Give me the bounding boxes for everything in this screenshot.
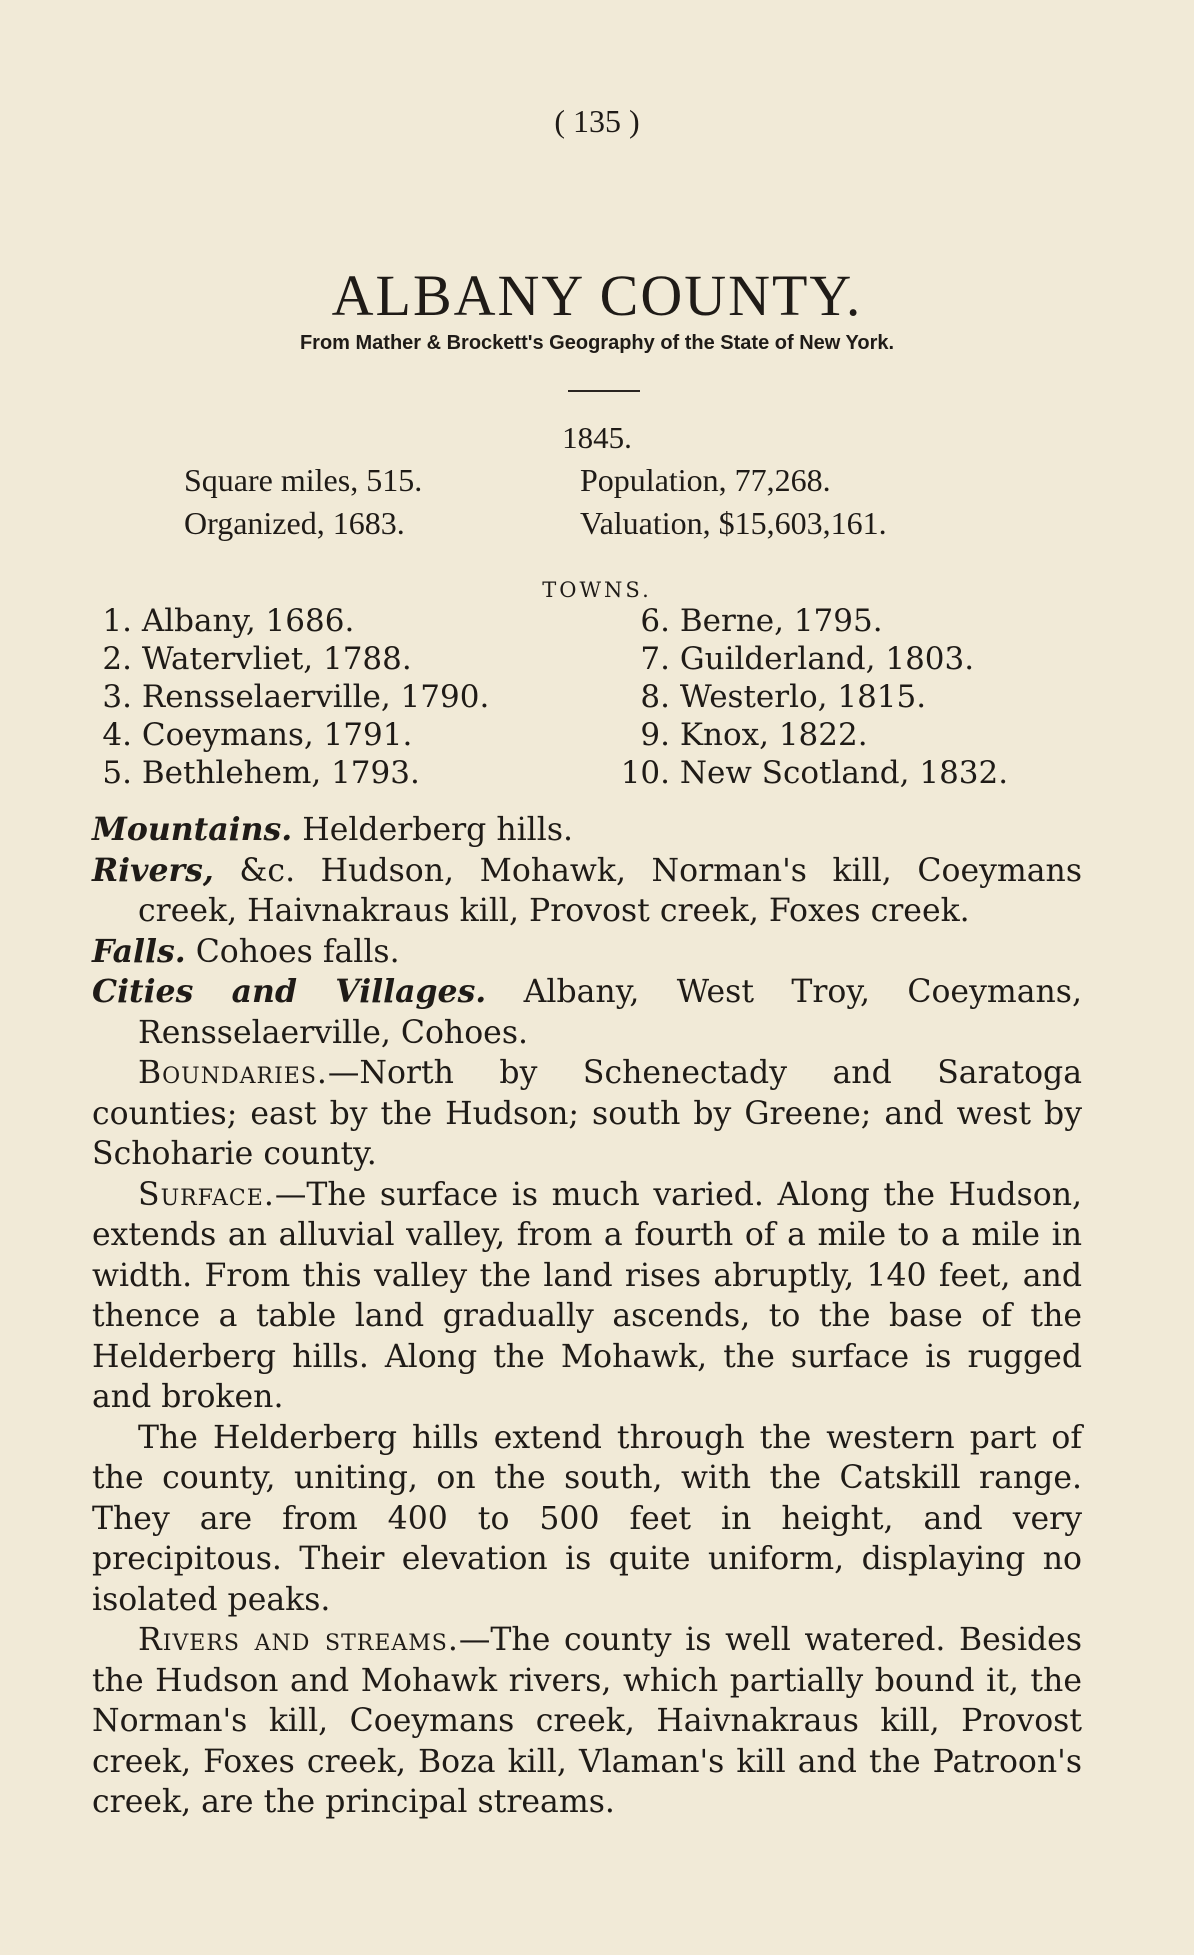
list-item: 9. Knox, 1822. <box>640 717 868 753</box>
stat-organized: Organized, 1683. <box>184 505 405 541</box>
falls-label: Falls. <box>92 932 186 970</box>
helderberg-paragraph: The Helderberg hills extend through the western part of the county, uniting, on the south, with the Catskill range. They are from 400 to 500 feet in height, and very precipitous. Their elevation is quite uniform, displaying no isolated peaks. <box>92 1419 1082 1618</box>
surface-paragraph: Surface.—The surface is much varied. Along the Hudson, extends an alluvial valley, from a fourth of a mile to a mile in width. From this valley the land rises abruptly, 140 feet, and thence a table land gradually ascends, to the base of the Helderberg hills. Along the Mohawk, the surface is rugged and broken. <box>92 1176 1082 1415</box>
boundaries-label: Boundaries. <box>138 1055 328 1091</box>
boundaries-paragraph: Boundaries.—North by Schenectady and Saratoga counties; east by the Hudson; south by Greene; and west by Schoharie county. <box>92 1055 1082 1172</box>
list-item: 6. Berne, 1795. <box>640 603 883 639</box>
stat-population: Population, 77,268. <box>580 462 831 498</box>
list-item: 7. Guilderland, 1803. <box>640 641 975 677</box>
mountains-label: Mountains. <box>92 811 293 848</box>
list-item: 4. Coeymans, 1791. <box>102 717 413 753</box>
rivers-streams-paragraph: Rivers and streams.—The county is well watered. Besides the Hudson and Mohawk rivers, which partially bound it, the Norman's kill, Coeymans creek, Haivnakraus kill, Provost creek, Foxes creek, Boza kill, Vlaman's kill and the Patroon's creek, are the principal streams. <box>92 1622 1082 1820</box>
cities-label: Cities and Villages. <box>92 973 487 1010</box>
list-item: 3. Rensselaerville, 1790. <box>102 679 490 715</box>
stat-valuation: Valuation, $15,603,161. <box>580 505 887 541</box>
rivers-entry: Rivers, &c. Hudson, Mohawk, Norman's kill, Coeymans creek, Haivnakraus kill, Provost creek, Foxes creek. <box>92 851 1082 929</box>
stat-square-miles: Square miles, 515. <box>184 462 423 498</box>
source-line: From Mather & Brockett's Geography of the State of New York. <box>299 332 895 354</box>
surface-label: Surface. <box>138 1176 275 1213</box>
body-text <box>92 810 1082 1823</box>
towns-heading: TOWNS. <box>542 578 652 602</box>
list-item: 1. Albany, 1686. <box>102 603 355 639</box>
falls-entry: Falls. Cohoes falls. <box>92 932 400 970</box>
page-number: ( 135 ) <box>554 103 640 139</box>
rivers-label: Rivers, <box>92 851 214 889</box>
list-item: 2. Watervliet, 1788. <box>102 641 412 677</box>
page-title: ALBANY COUNTY. <box>331 263 863 328</box>
towns-list-right <box>620 602 1008 792</box>
list-item: 5. Bethlehem, 1793. <box>102 755 420 791</box>
mountains-entry: Mountains. Helderberg hills. <box>92 811 574 848</box>
list-item: 10. New Scotland, 1832. <box>620 755 1009 791</box>
list-item: 8. Westerlo, 1815. <box>640 679 927 715</box>
cities-entry: Cities and Villages. Albany, West Troy, Coeymans, Rensselaerville, Cohoes. <box>92 973 1082 1051</box>
year-heading: 1845. <box>562 420 632 455</box>
towns-list-left <box>100 602 489 792</box>
rivers-streams-label: Rivers and streams. <box>138 1622 459 1658</box>
divider-rule <box>568 390 640 392</box>
